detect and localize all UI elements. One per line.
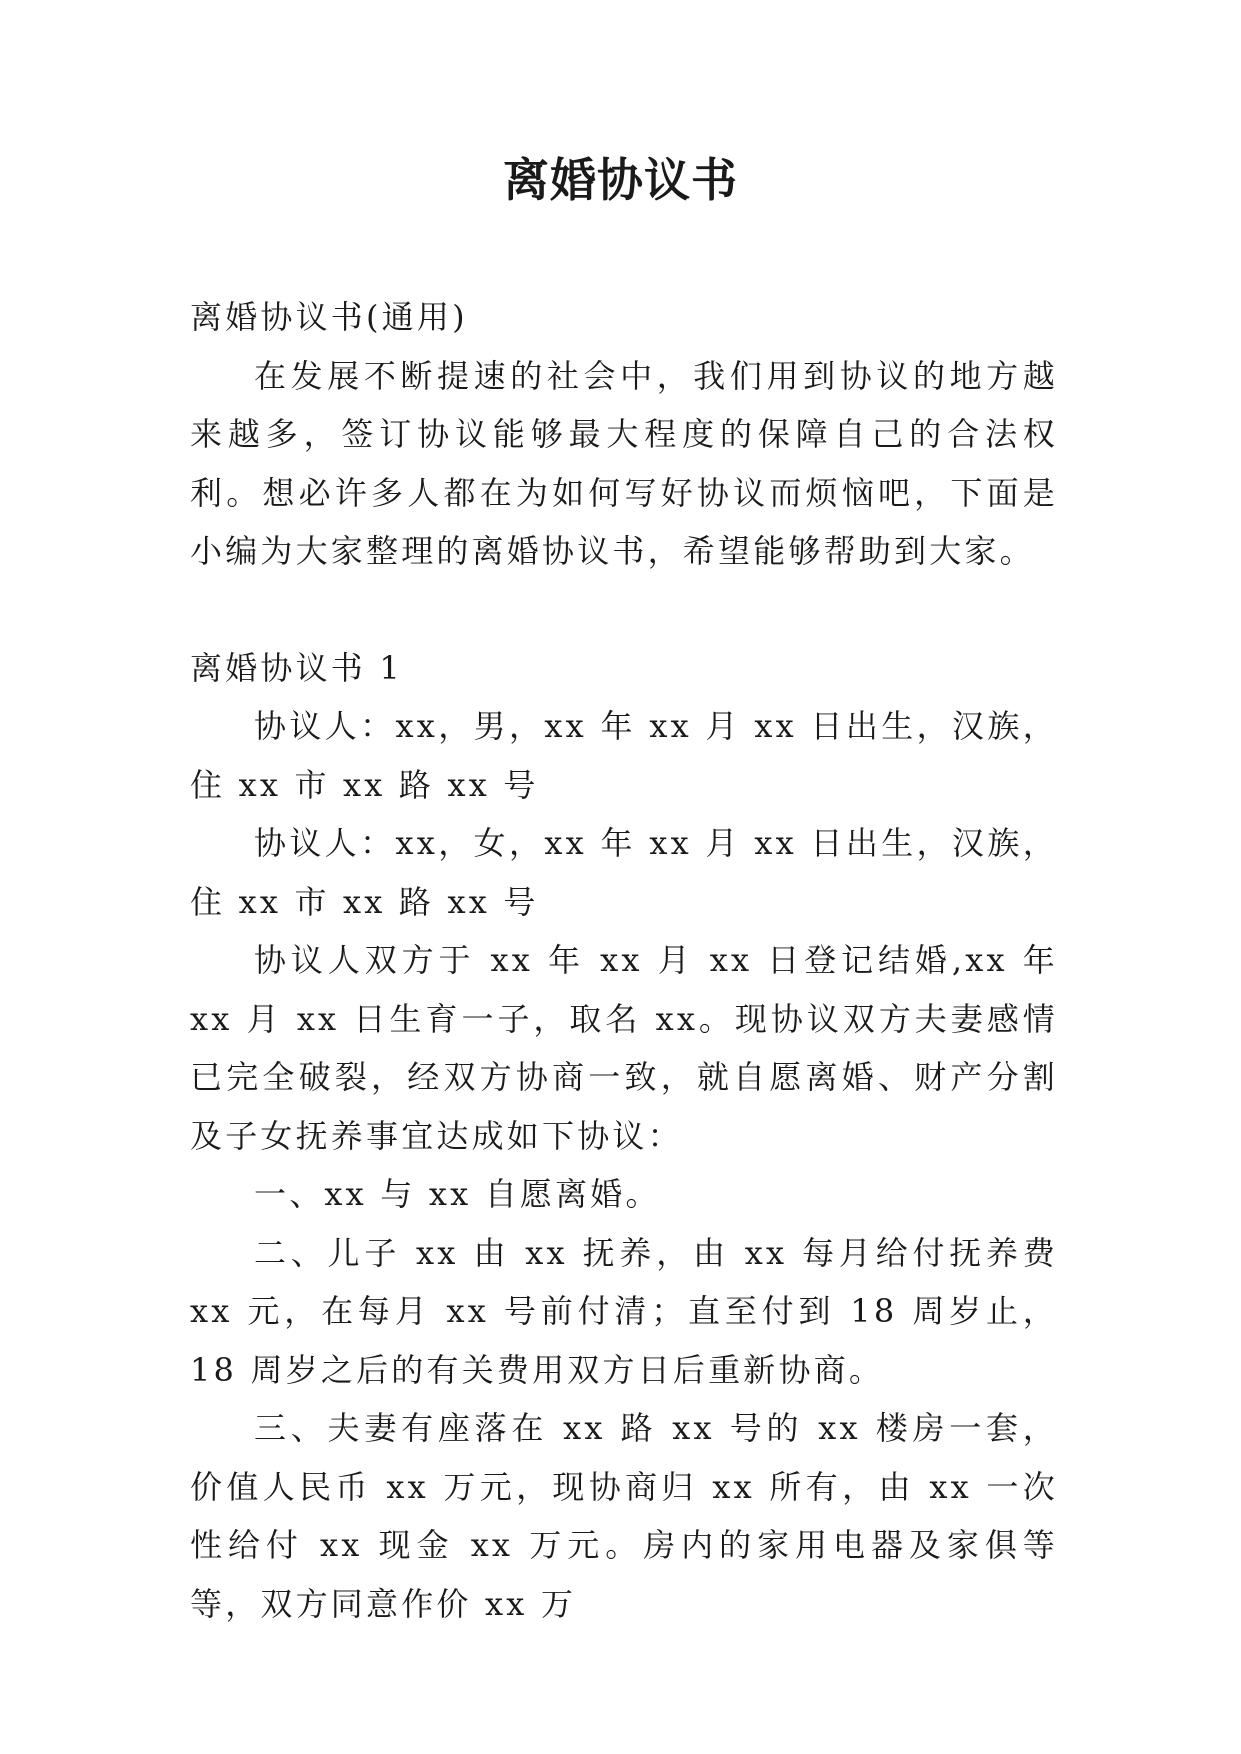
party-2-paragraph: 协议人：xx，女，xx 年 xx 月 xx 日出生，汉族，住 xx 市 xx 路 xx 号 (190, 824, 1058, 921)
clause-1-paragraph: 一、xx 与 xx 自愿离婚。 (254, 1175, 661, 1213)
party-1-paragraph: 协议人：xx，男，xx 年 xx 月 xx 日出生，汉族，住 xx 市 xx 路 xx 号 (190, 707, 1058, 804)
preamble-paragraph: 协议人双方于 xx 年 xx 月 xx 日登记结婚,xx 年 xx 月 xx 日生育一子，取名 xx。现协议双方夫妻感情已完全破裂，经双方协商一致，就自愿离婚、财产分割及子女抚养事宜达成如下协议： (190, 941, 1058, 1155)
document-body (190, 288, 1058, 1633)
clause-2-paragraph: 二、儿子 xx 由 xx 抚养，由 xx 每月给付抚养费 xx 元，在每月 xx 号前付清；直至付到 18 周岁止，18 周岁之后的有关费用双方日后重新协商。 (190, 1233, 1058, 1389)
document-title: 离婚协议书 (503, 153, 738, 207)
clause-3-paragraph: 三、夫妻有座落在 xx 路 xx 号的 xx 楼房一套，价值人民币 xx 万元，现协商归 xx 所有，由 xx 一次性给付 xx 现金 xx 万元。房内的家用电器及家俱等等，双方同意作价 xx 万 (190, 1409, 1058, 1623)
intro-paragraph: 在发展不断提速的社会中，我们用到协议的地方越来越多，签订协议能够最大程度的保障自己的合法权利。想必许多人都在为如何写好协议而烦恼吧，下面是小编为大家整理的离婚协议书，希望能够帮助到大家。 (190, 356, 1058, 570)
section-heading: 离婚协议书 1 (190, 648, 403, 687)
paragraph-gap (190, 581, 1058, 639)
document-subtitle: 离婚协议书(通用) (190, 298, 468, 336)
